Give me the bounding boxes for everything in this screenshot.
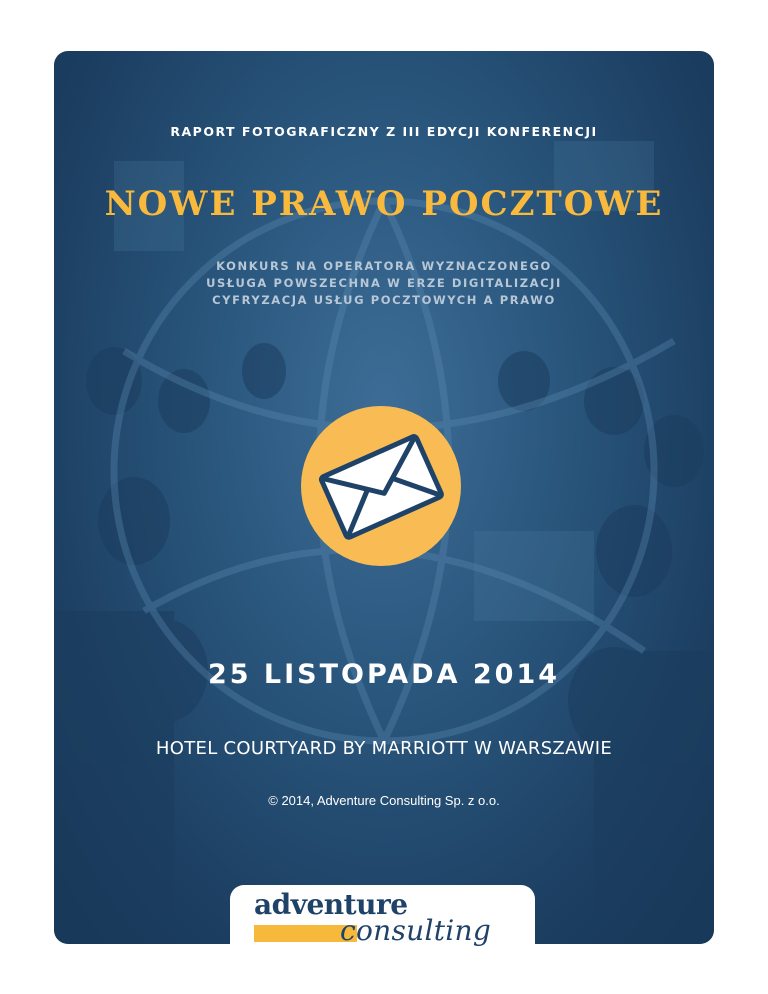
envelope-icon bbox=[301, 406, 461, 566]
event-venue: HOTEL COURTYARD BY MARRIOTT W WARSZAWIE bbox=[155, 738, 613, 759]
conference-title: NOWE PRAWO POCZTOWE bbox=[104, 184, 664, 224]
subtitle-line: CYFRYZACJA USŁUG POCZTOWYCH A PRAWO bbox=[212, 293, 556, 307]
cover-page bbox=[54, 51, 714, 947]
report-kicker: RAPORT FOTOGRAFICZNY Z III EDYCJI KONFERENCJI bbox=[170, 124, 598, 139]
logo-word-adventure: adventure bbox=[254, 888, 408, 921]
company-logo bbox=[230, 885, 535, 985]
copyright-notice: © 2014, Adventure Consulting Sp. z o.o. bbox=[268, 793, 500, 808]
envelope-badge bbox=[301, 406, 461, 566]
subtitle-line: USŁUGA POWSZECHNA W ERZE DIGITALIZACJI bbox=[206, 276, 562, 290]
subtitle-line: KONKURS NA OPERATORA WYZNACZONEGO bbox=[216, 259, 552, 273]
event-date: 25 LISTOPADA 2014 bbox=[207, 659, 561, 690]
logo-word-consulting: consulting bbox=[340, 914, 492, 947]
